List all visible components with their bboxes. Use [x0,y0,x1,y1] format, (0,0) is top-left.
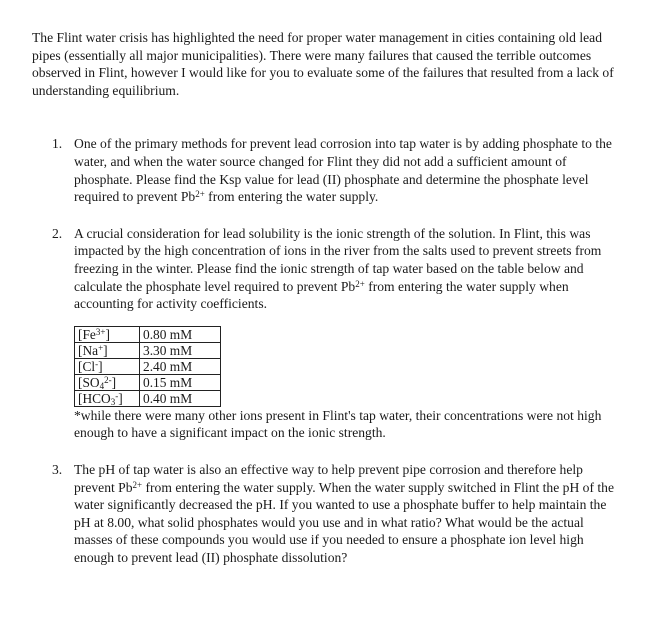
question-text: A crucial consideration for lead solubility is the ionic strength of the solution. In Flint, this was impacted by the high concentration of ions in the river from the salts used to prevent streets from freezing in the winter. Please find the ionic strength of tap water based on the table below and calculate the phosphate level required to prevent $Pb^{2+}$ from entering the water supply when accounting for activity coefficients. [74,225,602,312]
question-1 [32,135,622,205]
ion-concentration: 0.40 mM [140,390,221,406]
question-number: 3. [52,461,63,477]
table-footnote: *while there were many other ions present in Flint's tap water, their concentrations were not high enough to have a significant impact on the ionic strength. [74,407,602,441]
question-text: One of the primary methods for prevent lead corrosion into tap water is by adding phosphate to the water, and when the water source changed for Flint they did not add a sufficient amount of phosphate. Please find the Ksp value for lead (II) phosphate and determine the phosphate level required to prevent $Pb^{2+}$ from entering the water supply. [74,136,612,205]
ion-label: $[Fe^{3+}]$ [75,326,140,342]
ion-label: [Cl-] [75,358,140,374]
question-3 [32,461,622,567]
ion-concentration-table [74,326,221,407]
ion-concentration: 0.80 mM [140,326,221,342]
table-row [75,342,221,358]
table-row [75,390,221,406]
ion-concentration: 0.15 mM [140,374,221,390]
ion-label: [Na+] [75,342,140,358]
table-row [75,358,221,374]
question-number: 1. [52,136,63,152]
question-text: The pH of tap water is also an effective way to help prevent pipe corrosion and therefore help prevent $Pb^{2+}$ from entering the water supply. When the water supply switched in Flint the pH of the water significantly decreased the pH. If you wanted to use a phosphate buffer to help maintain the pH at 8.00, what solid phosphates would you use and in what ratio? What would be the actual masses of these compounds you would use if you needed to ensure a phosphate ion level high enough to prevent lead (II) phosphate dissolution? [74,461,615,565]
document [32,29,622,566]
ion-label: $[HCO_3^-]$ [75,390,140,406]
ion-concentration: 2.40 mM [140,358,221,374]
question-number: 2. [52,225,63,241]
table-row [75,374,221,390]
ion-concentration: 3.30 mM [140,342,221,358]
question-2 [32,225,622,442]
ion-label: $[SO_4^{2-}]$ [75,374,140,390]
intro-paragraph: The Flint water crisis has highlighted the need for proper water management in cities containing old lead pipes (essentially all major municipalities). There were many failures that caused the terrible outcomes observed in Flint, however I would like for you to evaluate some of the failures that resulted from a lack of understanding equilibrium. [32,30,614,98]
table-row [75,326,221,342]
